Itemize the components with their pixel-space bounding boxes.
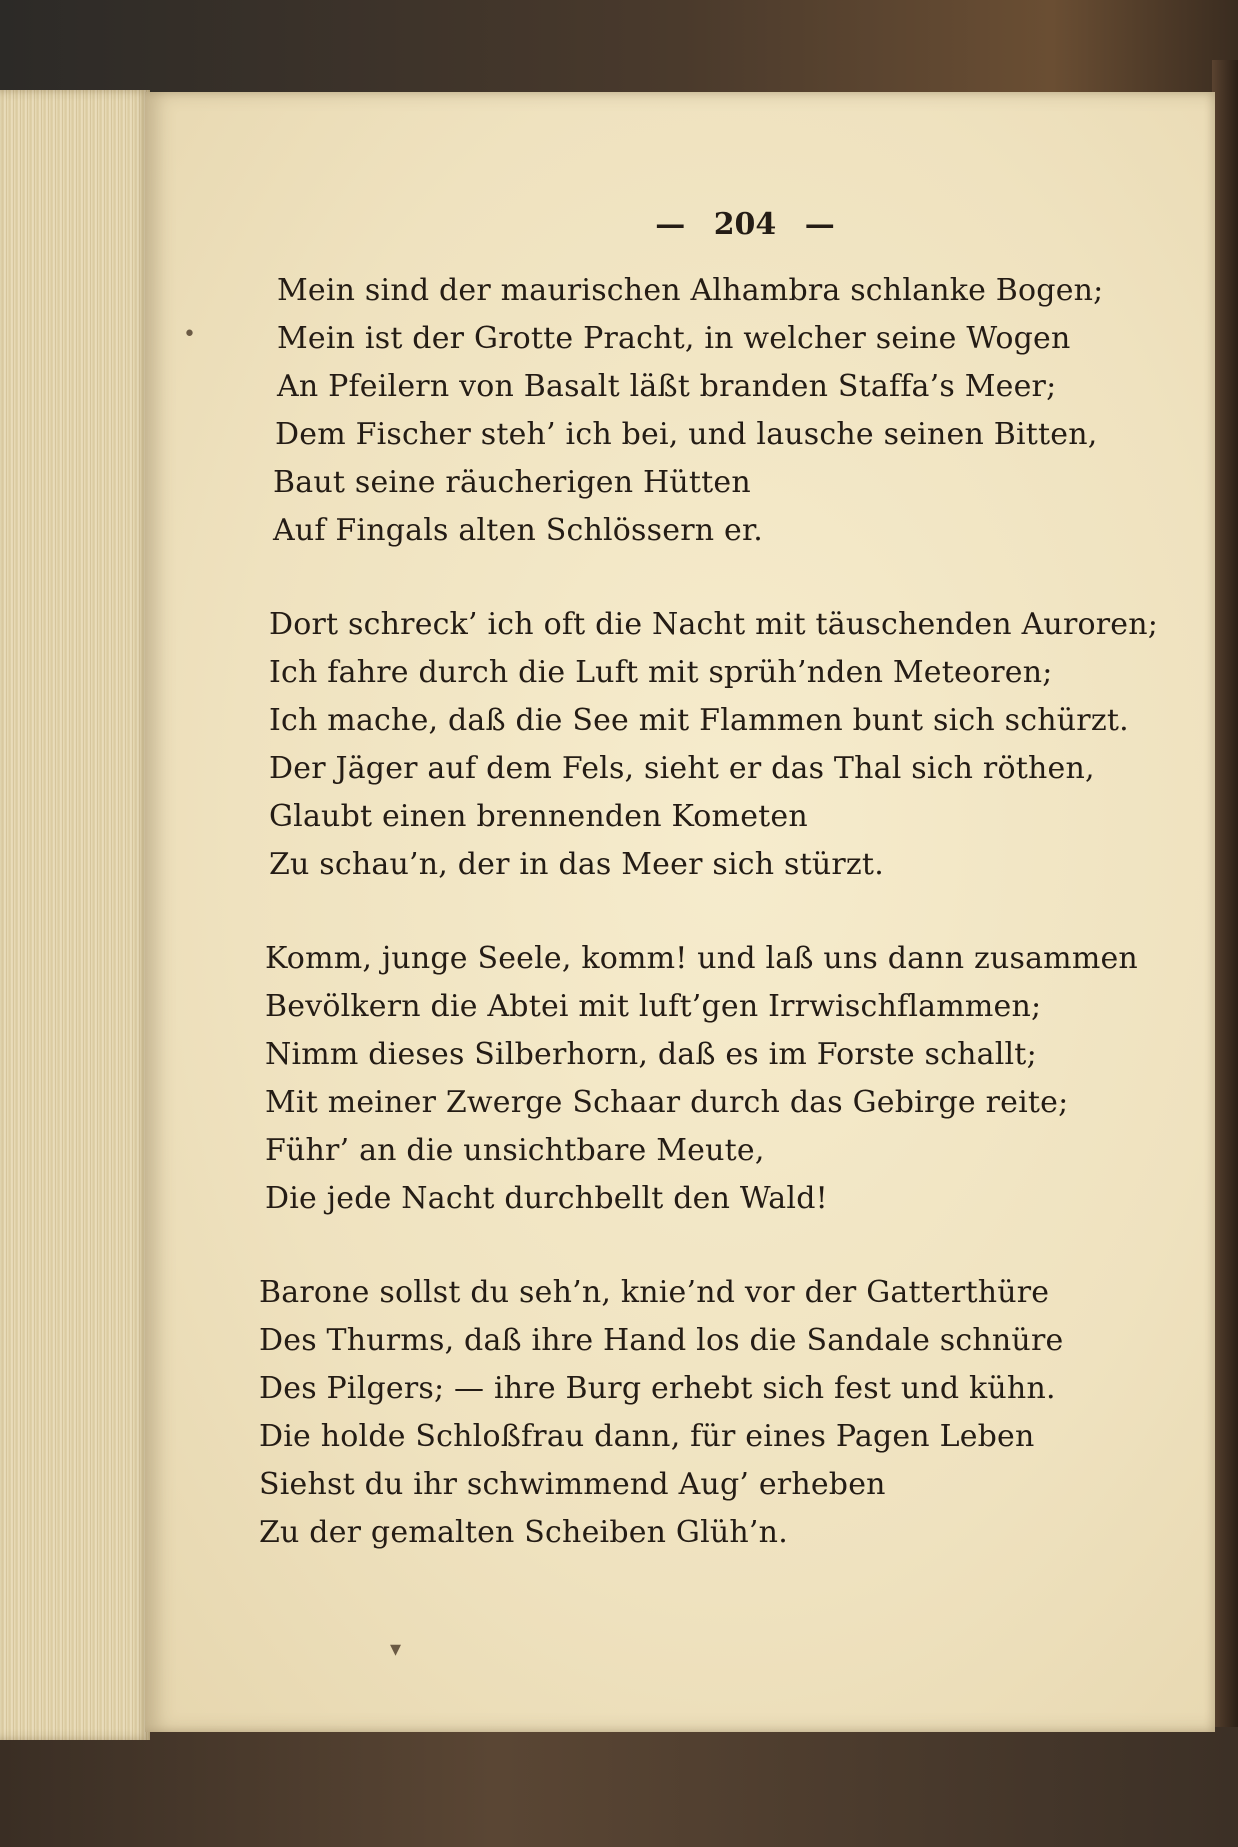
- poem-line: Des Thurms, daß ihre Hand los die Sandale schnüre: [259, 1323, 1064, 1358]
- poem-line: Baut seine räucherigen Hütten: [273, 465, 751, 500]
- poem-line: Führ’ an die unsichtbare Meute,: [265, 1133, 765, 1168]
- poem-line: Auf Fingals alten Schlössern er.: [273, 513, 763, 548]
- header-dash-left: —: [655, 207, 686, 242]
- poem-line: An Pfeilern von Basalt läßt branden Staffa’s Meer;: [277, 369, 1057, 404]
- poem-line: Zu der gemalten Scheiben Glüh’n.: [259, 1515, 788, 1550]
- page-edges: [0, 90, 150, 1740]
- poem-line: Die holde Schloßfrau dann, für eines Pagen Leben: [259, 1419, 1035, 1454]
- book-cover-right: [1212, 60, 1238, 1847]
- book-cover-bottom: [0, 1727, 1238, 1847]
- header-dash-right: —: [804, 207, 835, 242]
- poem-line: Dort schreck’ ich oft die Nacht mit täuschenden Auroren;: [269, 607, 1159, 642]
- poem-line: Glaubt einen brennenden Kometen: [269, 799, 808, 834]
- stanza: [265, 601, 1159, 889]
- poem-line: Mein sind der maurischen Alhambra schlanke Bogen;: [277, 273, 1104, 308]
- poem-line: Barone sollst du seh’n, knie’nd vor der Gatterthüre: [259, 1275, 1050, 1310]
- stanza: [259, 1269, 1105, 1557]
- book-cover-top: [0, 0, 1238, 95]
- poem-line: Bevölkern die Abtei mit luft’gen Irrwischflammen;: [265, 989, 1042, 1024]
- poem-line: Komm, junge Seele, komm! und laß uns dann zusammen: [265, 941, 1138, 976]
- page-number: 204: [713, 207, 777, 242]
- poem-line: Ich fahre durch die Luft mit sprüh’nden Meteoren;: [269, 655, 1053, 690]
- book-page: [145, 92, 1215, 1732]
- poem-line: Mit meiner Zwerge Schaar durch das Gebirge reite;: [265, 1085, 1069, 1120]
- poem-line: Nimm dieses Silberhorn, daß es im Forste schallt;: [265, 1037, 1037, 1072]
- poem-line: Zu schau’n, der in das Meer sich stürzt.: [269, 847, 884, 882]
- poem-body: [259, 267, 1159, 1603]
- stanza: [265, 935, 1138, 1223]
- poem-line: Der Jäger auf dem Fels, sieht er das Thal sich röthen,: [269, 751, 1095, 786]
- stanza: [265, 267, 1105, 555]
- poem-line: Siehst du ihr schwimmend Aug’ erheben: [259, 1467, 886, 1502]
- poem-line: Des Pilgers; — ihre Burg erhebt sich fest und kühn.: [259, 1371, 1056, 1406]
- poem-line: Mein ist der Grotte Pracht, in welcher seine Wogen: [277, 321, 1071, 356]
- poem-line: Ich mache, daß die See mit Flammen bunt sich schürzt.: [269, 703, 1129, 738]
- margin-mark: •: [183, 322, 196, 347]
- poem-line: Dem Fischer steh’ ich bei, und lausche seinen Bitten,: [275, 417, 1098, 452]
- poem-line: Die jede Nacht durchbellt den Wald!: [265, 1181, 828, 1216]
- ink-mark: ▾: [390, 1637, 402, 1662]
- page-header: [295, 207, 1195, 242]
